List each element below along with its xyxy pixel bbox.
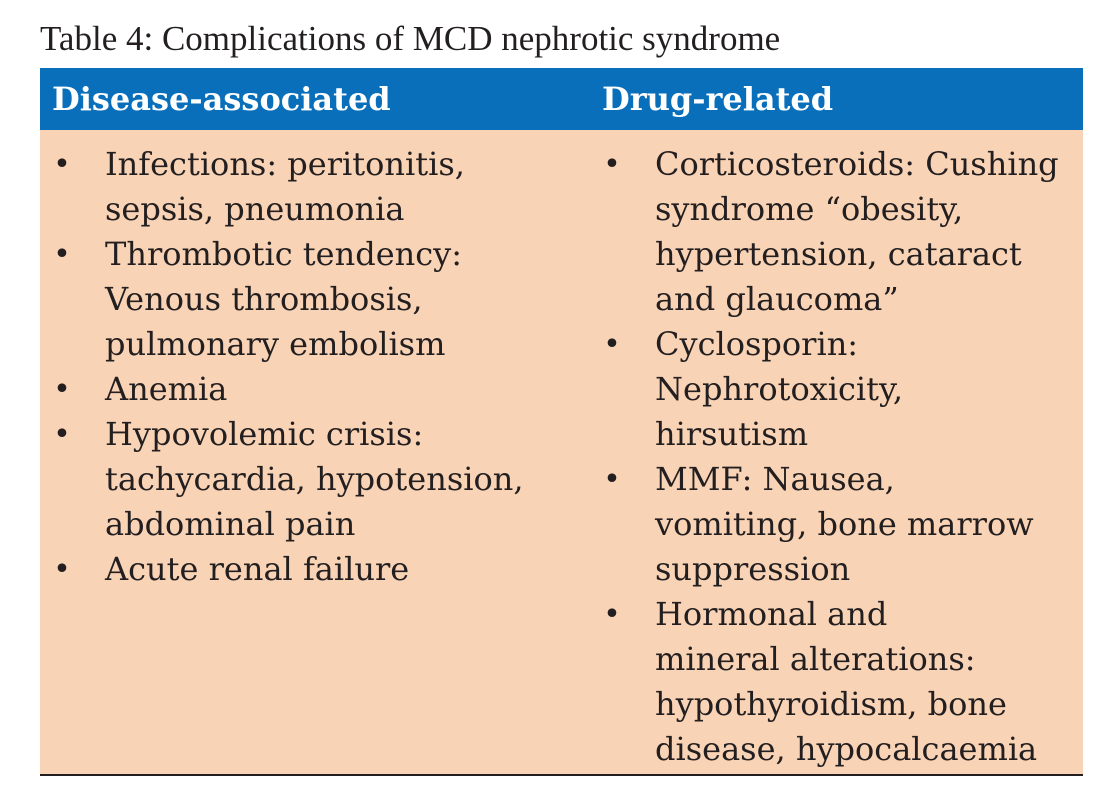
disease-associated-item-line: Anemia bbox=[105, 370, 228, 408]
drug-related-item-line: hypothyroidism, bone bbox=[655, 685, 1007, 723]
disease-associated-item-line: Thrombotic tendency: bbox=[105, 235, 463, 273]
bullet-icon: • bbox=[603, 327, 621, 362]
bullet-icon: • bbox=[603, 462, 621, 497]
bullet-icon: • bbox=[603, 597, 621, 632]
disease-associated-item-line: abdominal pain bbox=[105, 505, 356, 543]
disease-associated-item bbox=[52, 142, 572, 232]
disease-associated-item-line: Venous thrombosis, bbox=[105, 280, 423, 318]
bullet-icon: • bbox=[53, 147, 71, 182]
drug-related-item-line: vomiting, bone marrow bbox=[655, 505, 1034, 543]
disease-associated-item bbox=[52, 547, 572, 592]
drug-related-item bbox=[602, 592, 1077, 772]
drug-related-item bbox=[602, 142, 1077, 322]
drug-related-item bbox=[602, 322, 1077, 457]
header-drug-related: Drug-related bbox=[602, 80, 834, 118]
drug-related-item-line: Hormonal and bbox=[655, 595, 888, 633]
drug-related-item-line: hirsutism bbox=[655, 415, 809, 453]
drug-related-list bbox=[602, 142, 1077, 772]
disease-associated-item-line: tachycardia, hypotension, bbox=[105, 460, 524, 498]
complications-table bbox=[40, 68, 1083, 776]
drug-related-item-line: and glaucoma” bbox=[655, 280, 899, 318]
table-header-row bbox=[40, 68, 1083, 130]
disease-associated-item bbox=[52, 412, 572, 547]
table-caption: Table 4: Complications of MCD nephrotic syndrome bbox=[40, 19, 781, 58]
drug-related-item-line: hypertension, cataract bbox=[655, 235, 1022, 273]
bullet-icon: • bbox=[53, 372, 71, 407]
drug-related-item-line: Corticosteroids: Cushing bbox=[655, 145, 1059, 183]
disease-associated-item-line: sepsis, pneumonia bbox=[105, 190, 405, 228]
drug-related-item-line: suppression bbox=[655, 550, 851, 588]
disease-associated-item-line: Acute renal failure bbox=[105, 550, 410, 588]
disease-associated-item-line: pulmonary embolism bbox=[105, 325, 446, 363]
drug-related-item-line: MMF: Nausea, bbox=[655, 460, 895, 498]
drug-related-item-line: mineral alterations: bbox=[655, 640, 976, 678]
drug-related-item-line: Nephrotoxicity, bbox=[655, 370, 904, 408]
bullet-icon: • bbox=[603, 147, 621, 182]
bullet-icon: • bbox=[53, 552, 71, 587]
bullet-icon: • bbox=[53, 417, 71, 452]
disease-associated-item-line: Infections: peritonitis, bbox=[105, 145, 465, 183]
drug-related-item-line: disease, hypocalcaemia bbox=[655, 730, 1038, 768]
disease-associated-list bbox=[52, 142, 572, 592]
disease-associated-item bbox=[52, 232, 572, 367]
drug-related-item-line: syndrome “obesity, bbox=[655, 190, 964, 228]
bullet-icon: • bbox=[53, 237, 71, 272]
disease-associated-item bbox=[52, 367, 572, 412]
disease-associated-item-line: Hypovolemic crisis: bbox=[105, 415, 424, 453]
drug-related-item-line: Cyclosporin: bbox=[655, 325, 859, 363]
drug-related-item bbox=[602, 457, 1077, 592]
header-disease-associated: Disease-associated bbox=[52, 80, 391, 118]
